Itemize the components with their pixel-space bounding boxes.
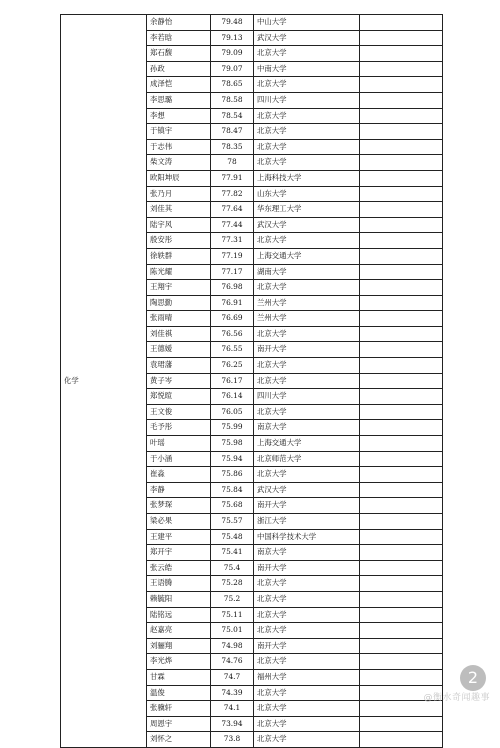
name-cell: 甘霖 xyxy=(147,669,211,685)
university-cell: 山东大学 xyxy=(254,186,360,202)
name-cell: 李若晗 xyxy=(147,30,211,46)
score-cell: 77.44 xyxy=(211,217,254,233)
name-cell: 刘佳祺 xyxy=(147,326,211,342)
university-cell: 南开大学 xyxy=(254,498,360,514)
score-cell: 75.48 xyxy=(211,529,254,545)
empty-cell xyxy=(360,248,443,264)
name-cell: 王翔宇 xyxy=(147,280,211,296)
university-cell: 北京大学 xyxy=(254,591,360,607)
empty-cell xyxy=(360,467,443,483)
university-cell: 北京大学 xyxy=(254,326,360,342)
university-cell: 北京大学 xyxy=(254,607,360,623)
empty-cell xyxy=(360,669,443,685)
empty-cell xyxy=(360,311,443,327)
name-cell: 李静 xyxy=(147,482,211,498)
university-cell: 北京大学 xyxy=(254,404,360,420)
name-cell: 余静怡 xyxy=(147,15,211,31)
score-cell: 76.05 xyxy=(211,404,254,420)
name-cell: 李想 xyxy=(147,108,211,124)
name-cell: 叶瑶 xyxy=(147,436,211,452)
university-cell: 上海交通大学 xyxy=(254,248,360,264)
score-cell: 76.56 xyxy=(211,326,254,342)
score-cell: 75.41 xyxy=(211,545,254,561)
university-cell: 武汉大学 xyxy=(254,482,360,498)
empty-cell xyxy=(360,108,443,124)
name-cell: 徐轶群 xyxy=(147,248,211,264)
university-cell: 兰州大学 xyxy=(254,311,360,327)
university-cell: 四川大学 xyxy=(254,92,360,108)
name-cell: 郑石馥 xyxy=(147,46,211,62)
name-cell: 李光烨 xyxy=(147,654,211,670)
name-cell: 于志伟 xyxy=(147,139,211,155)
empty-cell xyxy=(360,233,443,249)
name-cell: 崔淼 xyxy=(147,467,211,483)
name-cell: 殷安彤 xyxy=(147,233,211,249)
university-cell: 南京大学 xyxy=(254,545,360,561)
university-cell: 福州大学 xyxy=(254,669,360,685)
score-cell: 76.17 xyxy=(211,373,254,389)
score-cell: 77.82 xyxy=(211,186,254,202)
name-cell: 张骥轩 xyxy=(147,701,211,717)
university-cell: 北京大学 xyxy=(254,155,360,171)
score-table-body xyxy=(61,15,443,748)
empty-cell xyxy=(360,92,443,108)
empty-cell xyxy=(360,623,443,639)
name-cell: 刘怀之 xyxy=(147,732,211,748)
score-cell: 74.39 xyxy=(211,685,254,701)
university-cell: 南开大学 xyxy=(254,560,360,576)
name-cell: 孙政 xyxy=(147,61,211,77)
empty-cell xyxy=(360,295,443,311)
name-cell: 王语腾 xyxy=(147,576,211,592)
score-cell: 77.17 xyxy=(211,264,254,280)
empty-cell xyxy=(360,342,443,358)
name-cell: 欧阳坤辰 xyxy=(147,170,211,186)
score-cell: 76.69 xyxy=(211,311,254,327)
name-cell: 刘骊翔 xyxy=(147,638,211,654)
empty-cell xyxy=(360,139,443,155)
empty-cell xyxy=(360,61,443,77)
score-cell: 75.11 xyxy=(211,607,254,623)
table-row xyxy=(61,15,443,31)
score-cell: 76.55 xyxy=(211,342,254,358)
name-cell: 温俊 xyxy=(147,685,211,701)
empty-cell xyxy=(360,30,443,46)
score-cell: 77.31 xyxy=(211,233,254,249)
university-cell: 浙江大学 xyxy=(254,514,360,530)
university-cell: 北京大学 xyxy=(254,46,360,62)
score-cell: 73.94 xyxy=(211,716,254,732)
empty-cell xyxy=(360,732,443,748)
university-cell: 中国科学技术大学 xyxy=(254,529,360,545)
university-cell: 北京大学 xyxy=(254,77,360,93)
empty-cell xyxy=(360,591,443,607)
score-cell: 74.7 xyxy=(211,669,254,685)
empty-cell xyxy=(360,654,443,670)
university-cell: 北京大学 xyxy=(254,716,360,732)
name-cell: 张雨晴 xyxy=(147,311,211,327)
university-cell: 南京大学 xyxy=(254,420,360,436)
score-cell: 75.94 xyxy=(211,451,254,467)
name-cell: 周恩宇 xyxy=(147,716,211,732)
university-cell: 北京大学 xyxy=(254,732,360,748)
university-cell: 武汉大学 xyxy=(254,217,360,233)
university-cell: 北京大学 xyxy=(254,139,360,155)
empty-cell xyxy=(360,545,443,561)
score-cell: 74.76 xyxy=(211,654,254,670)
name-cell: 赵嘉亮 xyxy=(147,623,211,639)
university-cell: 北京大学 xyxy=(254,623,360,639)
university-cell: 北京大学 xyxy=(254,576,360,592)
empty-cell xyxy=(360,638,443,654)
university-cell: 上海科技大学 xyxy=(254,170,360,186)
university-cell: 南开大学 xyxy=(254,638,360,654)
score-cell: 79.07 xyxy=(211,61,254,77)
empty-cell xyxy=(360,155,443,171)
subject-cell: 化学 xyxy=(61,15,147,748)
empty-cell xyxy=(360,124,443,140)
empty-cell xyxy=(360,451,443,467)
name-cell: 于镇宇 xyxy=(147,124,211,140)
score-cell: 79.48 xyxy=(211,15,254,31)
name-cell: 李思璐 xyxy=(147,92,211,108)
score-cell: 74.1 xyxy=(211,701,254,717)
score-cell: 78 xyxy=(211,155,254,171)
score-cell: 78.35 xyxy=(211,139,254,155)
empty-cell xyxy=(360,217,443,233)
empty-cell xyxy=(360,280,443,296)
empty-cell xyxy=(360,46,443,62)
score-cell: 76.91 xyxy=(211,295,254,311)
score-cell: 76.25 xyxy=(211,358,254,374)
score-cell: 75.2 xyxy=(211,591,254,607)
score-cell: 75.57 xyxy=(211,514,254,530)
university-cell: 北京大学 xyxy=(254,654,360,670)
name-cell: 黄子岑 xyxy=(147,373,211,389)
score-cell: 78.58 xyxy=(211,92,254,108)
score-table xyxy=(60,14,443,748)
empty-cell xyxy=(360,716,443,732)
score-cell: 74.98 xyxy=(211,638,254,654)
score-cell: 77.64 xyxy=(211,202,254,218)
score-cell: 75.84 xyxy=(211,482,254,498)
empty-cell xyxy=(360,607,443,623)
university-cell: 北京大学 xyxy=(254,358,360,374)
university-cell: 南开大学 xyxy=(254,342,360,358)
score-cell: 77.19 xyxy=(211,248,254,264)
empty-cell xyxy=(360,264,443,280)
university-cell: 中南大学 xyxy=(254,61,360,77)
university-cell: 北京大学 xyxy=(254,124,360,140)
page-number-badge: 2 xyxy=(460,665,486,691)
name-cell: 毛予彤 xyxy=(147,420,211,436)
name-cell: 郑悦暄 xyxy=(147,389,211,405)
score-cell: 75.86 xyxy=(211,467,254,483)
empty-cell xyxy=(360,358,443,374)
score-cell: 75.98 xyxy=(211,436,254,452)
name-cell: 柴文涛 xyxy=(147,155,211,171)
watermark: @衡水奇闻趣事 xyxy=(423,693,490,703)
empty-cell xyxy=(360,373,443,389)
name-cell: 王德嫒 xyxy=(147,342,211,358)
score-cell: 76.14 xyxy=(211,389,254,405)
name-cell: 陈光耀 xyxy=(147,264,211,280)
score-cell: 78.65 xyxy=(211,77,254,93)
name-cell: 陆宇风 xyxy=(147,217,211,233)
university-cell: 湖南大学 xyxy=(254,264,360,280)
name-cell: 成泽恺 xyxy=(147,77,211,93)
university-cell: 北京师范大学 xyxy=(254,451,360,467)
name-cell: 王文俊 xyxy=(147,404,211,420)
empty-cell xyxy=(360,482,443,498)
university-cell: 北京大学 xyxy=(254,701,360,717)
university-cell: 北京大学 xyxy=(254,108,360,124)
name-cell: 梁必果 xyxy=(147,514,211,530)
empty-cell xyxy=(360,514,443,530)
university-cell: 北京大学 xyxy=(254,685,360,701)
university-cell: 北京大学 xyxy=(254,280,360,296)
empty-cell xyxy=(360,77,443,93)
university-cell: 北京大学 xyxy=(254,233,360,249)
name-cell: 郑开宇 xyxy=(147,545,211,561)
score-cell: 76.98 xyxy=(211,280,254,296)
empty-cell xyxy=(360,326,443,342)
empty-cell xyxy=(360,389,443,405)
score-cell: 78.54 xyxy=(211,108,254,124)
empty-cell xyxy=(360,15,443,31)
score-cell: 79.13 xyxy=(211,30,254,46)
empty-cell xyxy=(360,529,443,545)
name-cell: 陆铭远 xyxy=(147,607,211,623)
empty-cell xyxy=(360,170,443,186)
university-cell: 华东理工大学 xyxy=(254,202,360,218)
empty-cell xyxy=(360,498,443,514)
university-cell: 中山大学 xyxy=(254,15,360,31)
university-cell: 北京大学 xyxy=(254,467,360,483)
name-cell: 于小涵 xyxy=(147,451,211,467)
university-cell: 四川大学 xyxy=(254,389,360,405)
score-cell: 73.8 xyxy=(211,732,254,748)
university-cell: 北京大学 xyxy=(254,373,360,389)
empty-cell xyxy=(360,436,443,452)
name-cell: 陶思勤 xyxy=(147,295,211,311)
university-cell: 上海交通大学 xyxy=(254,436,360,452)
empty-cell xyxy=(360,404,443,420)
name-cell: 张梦琛 xyxy=(147,498,211,514)
university-cell: 武汉大学 xyxy=(254,30,360,46)
name-cell: 张云皓 xyxy=(147,560,211,576)
score-cell: 75.28 xyxy=(211,576,254,592)
empty-cell xyxy=(360,576,443,592)
empty-cell xyxy=(360,202,443,218)
score-cell: 75.68 xyxy=(211,498,254,514)
name-cell: 张乃月 xyxy=(147,186,211,202)
name-cell: 王建平 xyxy=(147,529,211,545)
empty-cell xyxy=(360,560,443,576)
name-cell: 赖毓阳 xyxy=(147,591,211,607)
empty-cell xyxy=(360,420,443,436)
score-cell: 78.47 xyxy=(211,124,254,140)
university-cell: 兰州大学 xyxy=(254,295,360,311)
score-cell: 77.91 xyxy=(211,170,254,186)
score-cell: 75.4 xyxy=(211,560,254,576)
name-cell: 袁珺藩 xyxy=(147,358,211,374)
score-cell: 75.99 xyxy=(211,420,254,436)
empty-cell xyxy=(360,186,443,202)
score-cell: 75.01 xyxy=(211,623,254,639)
name-cell: 刘佳其 xyxy=(147,202,211,218)
score-cell: 79.09 xyxy=(211,46,254,62)
